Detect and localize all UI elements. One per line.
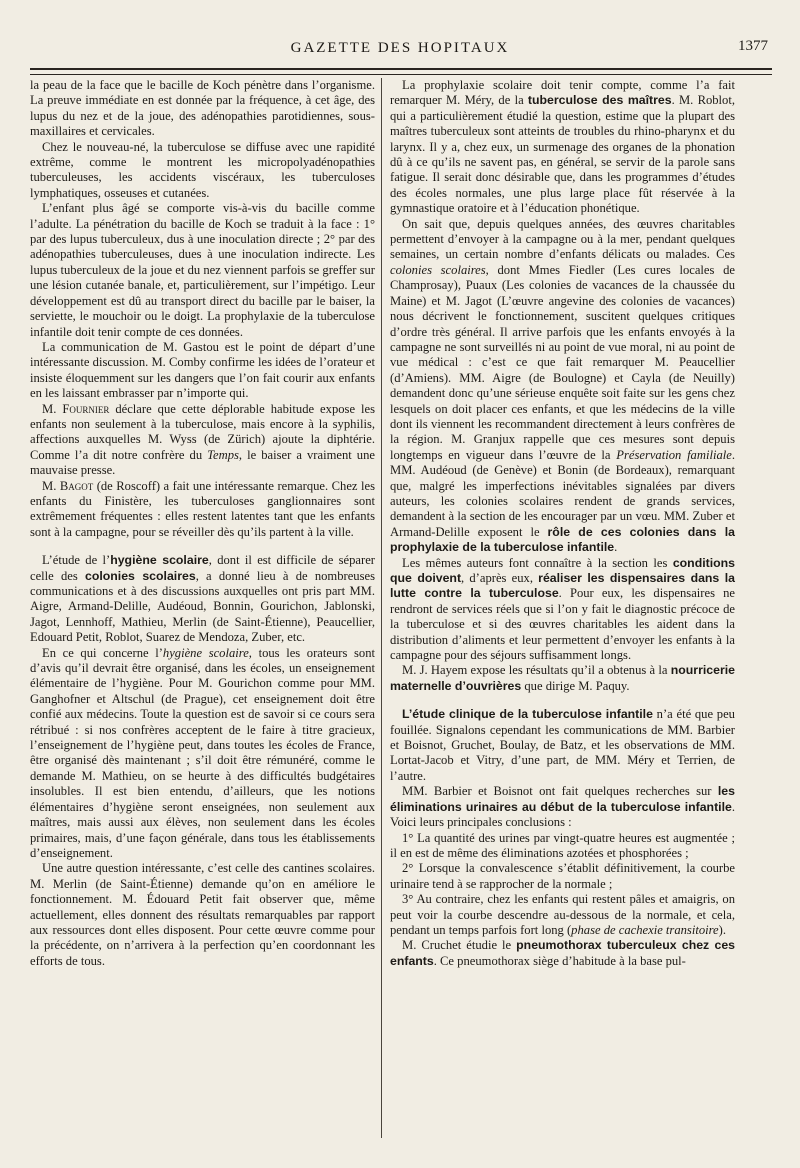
bold-heading: les éliminations urinaires au début de la tuberculose infantile xyxy=(390,784,735,814)
paragraph: Chez le nouveau-né, la tuberculose se diffuse avec une rapidité extrême, comme le montrent les micropolyadénopathies tuberculeuses, les accidents viscéraux, les tuberculoses lymphatiques, osseuses et cutanées. xyxy=(30,139,375,200)
italic-text: Préservation familiale xyxy=(616,447,732,462)
paragraph-text: , d’après eux, xyxy=(461,571,539,585)
left-column xyxy=(30,78,375,969)
paragraph-text: M. J. Hayem expose les résultats qu’il a obtenus à la xyxy=(402,663,671,678)
paragraph-text: , a donné lieu à de nombreuses communications et à des discussions auxquelles ont pris part MM. Aigre, Armand-Delille, Audéoud, Bonnin, Gourichon, Jablonski, Jagot, Lennhoff, Mathieu, Merlin (de Saint-Étienne), Peaucellier, Edouard Petit, Roblot, Suarez de Mendoza, Zuber, etc. xyxy=(30,568,375,645)
paragraph-text: . Voici leurs principales conclusions : xyxy=(390,799,735,830)
bold-heading: conditions que doivent xyxy=(390,555,735,585)
paragraph-text: . Ce pneumothorax siège d’habitude à la base pul- xyxy=(433,953,686,968)
paragraph: La communication de M. Gastou est le point de départ d’une intéressante discussion. M. Comby confirme les idées de l’orateur et insiste éloquemment sur les dangers que l’on fait courir aux enfants en les laissant embrasser par n’importe qui. xyxy=(30,339,375,401)
bold-heading: colonies scolaires xyxy=(84,568,196,583)
column-divider xyxy=(381,78,382,1138)
header-rule-thin xyxy=(30,74,772,75)
paragraph-text: L’étude de l’ xyxy=(42,553,111,568)
paragraph-text: En ce qui concerne l’ xyxy=(42,645,163,660)
italic-text: Temps xyxy=(207,447,239,462)
bold-heading: pneumothorax tuberculeux chez ces enfants xyxy=(390,938,735,968)
page-number: 1377 xyxy=(738,38,768,54)
paragraph-text: ). xyxy=(718,922,726,937)
paragraph xyxy=(30,479,375,541)
paragraph-text: , tous les orateurs sont d’avis qu’il devrait être organisé, dans les écoles, un enseignement élémentaire de l’hygiène. Pour M. Gourichon comme pour MM. Ganghofner et Altschul (de Prague), cet enseignement doit être confié aux médecins. Toute la question est de savoir si ce cours sera rétribué : si nos confrères acceptent de le faire à titre gracieux, l’enseignement de l’hygiène peut, dans toutes les écoles de France, être organisé dès maintenant ; s’il doit être rémunéré, comme le demande M. Mathieu, on se heurte à des difficultés budgétaires insolubles. Il est bien entendu, d’ailleurs, que les notions élémentaires d’hygiène seront enseignées, non seulement aux maîtres, mais aussi aux élèves, non seulement dans les écoles primaires, mais, d’une façon générale, dans tous les établissements d’enseignement. xyxy=(30,645,375,860)
paragraph-text: On sait que, depuis quelques années, des œuvres charitables permettent d’envoyer à la campagne ou à la mer, pendant quelques semaines, un certain nombre d’enfants délicats ou malades. Ces xyxy=(390,216,735,262)
header-rule-thick xyxy=(30,68,772,70)
paragraph xyxy=(390,707,735,784)
bold-heading: L’étude clinique de la tuberculose infantile xyxy=(402,707,653,722)
bold-heading: rôle de ces colonies dans la prophylaxie de la tuberculose infantile xyxy=(390,524,735,555)
paragraph-text: , le baiser a vraiment une mauvaise presse. xyxy=(30,447,375,478)
paragraph xyxy=(30,646,375,862)
list-item xyxy=(390,892,735,938)
paragraph xyxy=(390,556,735,664)
paragraph-text: . xyxy=(614,540,618,555)
paragraph-text: n’a été que peu fouillée. Signalons cependant les communications de MM. Barbier et Boisnot, Gruchet, Boulay, de Batz, et les observations de MM. Lortat-Jacob et Vitry, d’une part, de MM. Méry et Terrien, de l’autre. xyxy=(390,707,735,783)
paragraph-text: . M. Roblot, qui a particulièrement étudié la question, estime que la plupart des maîtres tuberculeux sont atteints de troubles du rhino-pharynx et du larynx. Il y a, chez eux, un surmenage des organes de la phonation dû à ce qu’ils ne savent pas, en général, se servir de la parole sans fatigue. Il serait donc désirable que, dans les programmes d’études des écoles normales, une plus large place fût réservée à la gymnastique oratoire et à l’éducation phonétique. xyxy=(390,93,736,216)
paragraph xyxy=(390,217,735,556)
bold-heading: réaliser les dispensaires dans la lutte contre la tuberculose xyxy=(390,571,735,601)
paragraph xyxy=(390,784,735,830)
bold-heading: nourricerie maternelle d’ouvrières xyxy=(390,663,735,693)
paragraph: Une autre question intéressante, c’est celle des cantines scolaires. M. Merlin (de Saint-Étienne) demande qu’on en améliore le fonctionnement. M. Édouard Petit fait observer que, même actuellement, elles donnent des résultats remarquables par rapport aux ressources dont elles disposent. Pour cette œuvre comme pour la précédente, on n’arrivera à la perfection qu’en coordonnant les efforts de tous. xyxy=(30,861,375,968)
paragraph xyxy=(30,553,375,645)
paragraph-text: , dont Mmes Fiedler (Les cures locales de Champrosay), Puaux (Les colonies de vacances de la chaussée du Maine) et M. Jagot (L’œuvre angevine des colonies de vacances) nous décrivent le fonctionnement, suscitent quelques critiques d’ordre très général. Il arrive parfois que les enfants envoyés à la campagne ne sont surveillés ni au point de vue moral, ni au point de vue médical : c’est ce que fait remarquer M. Peaucellier (d’Amiens). MM. Aigre (de Boulogne) et Cayla (de Neuilly) demandent donc qu’une sérieuse enquête soit faite sur les gens chez lesquels on doit placer ces enfants, et que les médecins de la ville dont ils viennent les recommandent directement à leurs confrères de la région. M. Granjux rappelle que ces mesures sont depuis longtemps en vigueur dans l’œuvre de la xyxy=(390,262,735,462)
paragraph-text: M. Cruchet étudie le xyxy=(402,938,517,953)
speaker-name: M. Bagot xyxy=(42,478,94,493)
paragraph: L’enfant plus âgé se comporte vis-à-vis du bacille comme l’adulte. La pénétration du bacille de Koch se traduit à la face : 1° par des lupus tuberculeux, dus à une inoculation directe ; 2° par des adénopathies tuberculeuses, dues à une inoculation indirecte. Les lupus tuberculeux de la joue et du nez viennent parfois se greffer sur une lésion cutanée banale, et, particulièrement, sur l’impétigo. Leur développement est dû au transport direct du bacille par le baiser, la serviette, le mouchoir ou le doigt. La prophylaxie de la tuberculose infantile doit tenir compte de ces données. xyxy=(30,201,375,339)
paragraph-text: que dirige M. Paquy. xyxy=(521,678,630,693)
page-header xyxy=(30,34,770,64)
bold-heading: hygiène scolaire xyxy=(110,553,209,568)
bold-heading: tuberculose des maîtres xyxy=(527,93,672,108)
italic-text: colonies scolaires xyxy=(390,262,486,277)
list-item: 1° La quantité des urines par vingt-quatre heures est augmentée ; il en est de même des éliminations azotées et phosphorées ; xyxy=(390,830,735,860)
journal-title: GAZETTE DES HOPITAUX xyxy=(290,40,510,56)
paragraph: la peau de la face que le bacille de Koch pénètre dans l’organisme. La preuve immédiate en est donnée par la fréquence, à cet âge, des lupus du nez et de la joue, des adénopathies parotidiennes, sous-maxillaires et cervicales. xyxy=(30,78,375,139)
paragraph-text: , dont il est difficile de séparer celle des xyxy=(30,553,375,583)
list-item: 2° Lorsque la convalescence s’établit définitivement, la courbe urinaire tend à se rapprocher de la normale ; xyxy=(390,861,735,891)
paragraph-text: MM. Barbier et Boisnot ont fait quelques recherches sur xyxy=(402,784,718,799)
paragraph xyxy=(390,663,735,694)
paragraph-text: . Pour eux, les dispensaires ne rendront de services réels que si l’on y fait le diagnostic précoce de la tuberculose et si des œuvres charitables les aident dans la distribution d’aliments et leur permettent d’envoyer les enfants à la campagne pour des séjours suffisamment longs. xyxy=(390,586,735,663)
paragraph xyxy=(390,938,735,969)
paragraph xyxy=(30,402,375,479)
paragraph-text: Les mêmes auteurs font connaître à la section les xyxy=(402,555,673,570)
paragraph-text: La prophylaxie scolaire doit tenir compte, comme l’a fait remarquer M. Méry, de la xyxy=(390,78,735,108)
italic-text: hygiène scolaire xyxy=(162,645,249,660)
paragraph-text: (de Roscoff) a fait une intéressante remarque. Chez les enfants du Finistère, les tuberculoses ganglionnaires sont extrêmement fréquentes : elles restent latentes tant que les enfants sont à la campagne, pour se réveiller dès qu’ils partent à la ville. xyxy=(30,478,375,539)
italic-text: phase de cachexie transitoire xyxy=(571,922,719,937)
speaker-name: M. Fournier xyxy=(42,401,110,416)
paragraph-text: 3° Au contraire, chez les enfants qui restent pâles et amaigris, on peut voir la courbe descendre au-dessous de la normale, et cela, pendant un temps parfois fort long ( xyxy=(390,892,735,937)
paragraph-text: déclare que cette déplorable habitude expose les enfants non seulement à la tuberculose, mais encore à la syphilis, affections auxquelles M. Wyss (de Zürich) ajoute la diphtérie. Comme l’a dit notre confrère du xyxy=(30,401,376,462)
paragraph-text: . MM. Audéoud (de Genève) et Bonin (de Bordeaux), remarquant que, malgré les imperfections inévitables signalées par divers auteurs, les colonies scolaires rendent de grands services, demandent à la section de les encourager par un vœu. MM. Zuber et Armand-Delille exposent le xyxy=(390,447,735,539)
paragraph xyxy=(390,78,735,217)
right-column xyxy=(390,78,735,969)
